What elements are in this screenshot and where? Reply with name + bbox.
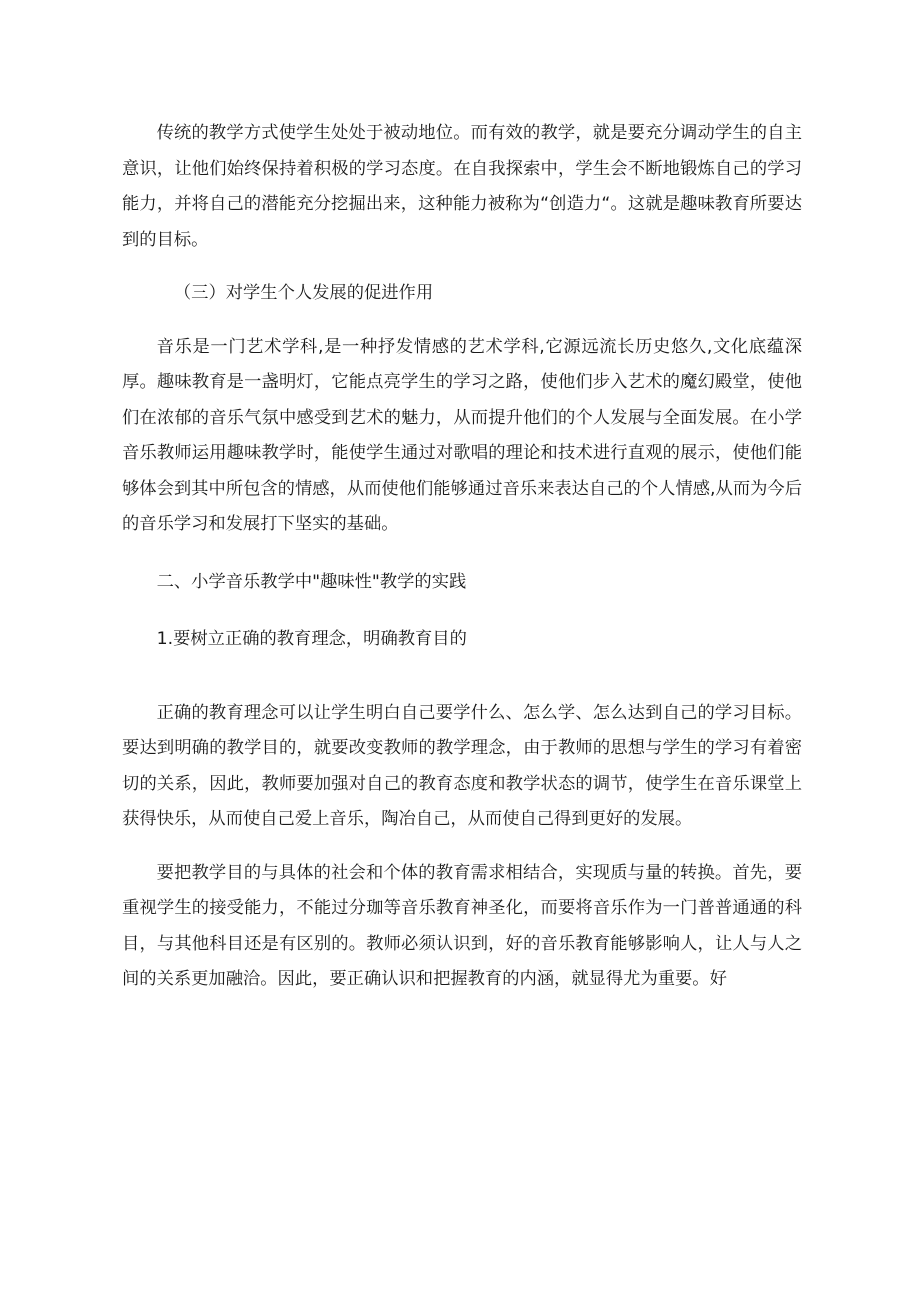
section-heading-personal-development: （三）对学生个人发展的促进作用 <box>173 283 434 303</box>
paragraph-spacer <box>122 258 802 276</box>
subsection-heading-education-concept: 1.要树立正确的教育理念，明确教育目的 <box>156 629 467 649</box>
paragraph-spacer <box>122 543 802 565</box>
paragraph-spacer <box>122 838 802 856</box>
document-body <box>122 116 802 998</box>
paragraph-music-discipline: 音乐是一门艺术学科,是一种抒发情感的艺术学科,它源远流长历史悠久,文化底蕴深厚。趣味教育是一盏明灯，它能点亮学生的学习之路，使他们步入艺术的魔幻殿堂，使他们在浓郁的音乐气氛中感受到艺术的魅力，从而提升他们的个人发展与全面发展。在小学音乐教师运用趣味教学时，能使学生通过对歌唱的理论和技术进行直观的展示，使他们能够体会到其中所包含的情感，从而使他们能够通过音乐来表达自己的个人情感,从而为今后的音乐学习和发展打下坚实的基础。 <box>122 336 802 534</box>
paragraph-correct-concept: 正确的教育理念可以让学生明白自己要学什么、怎么学、怎么达到自己的学习目标。要达到明确的教学目的，就要改变教师的教学理念，由于教师的思想与学生的学习有着密切的关系，因此，教师要加强对自己的教育态度和教学状态的调节，使学生在音乐课堂上获得快乐，从而使自己爱上音乐，陶冶自己，从而使自己得到更好的发展。 <box>122 702 802 829</box>
paragraph-spacer <box>122 658 802 696</box>
section-heading-practice: 二、小学音乐教学中"趣味性"教学的实践 <box>156 571 467 592</box>
paragraph-spacer <box>122 312 802 330</box>
paragraph-teaching-goals: 要把教学目的与具体的社会和个体的教育需求相结合，实现质与量的转换。首先，要重视学生的接受能力，不能过分珈等音乐教育神圣化，而要将音乐作为一门普普通通的科目，与其他科目还是有区别的。教师必须认识到，好的音乐教育能够影响人，让人与人之间的关系更加融洽。因此，要正确认识和把握教育的内涵，就显得尤为重要。好 <box>122 862 802 989</box>
paragraph-spacer <box>122 600 802 622</box>
paragraph-traditional-teaching: 传统的教学方式使学生处处于被动地位。而有效的教学，就是要充分调动学生的自主意识，让他们始终保持着积极的学习态度。在自我探索中，学生会不断地锻炼自己的学习能力，并将自己的潜能充分挖掘出来，这种能力被称为“创造力“。这就是趣味教育所要达到的目标。 <box>122 123 802 250</box>
